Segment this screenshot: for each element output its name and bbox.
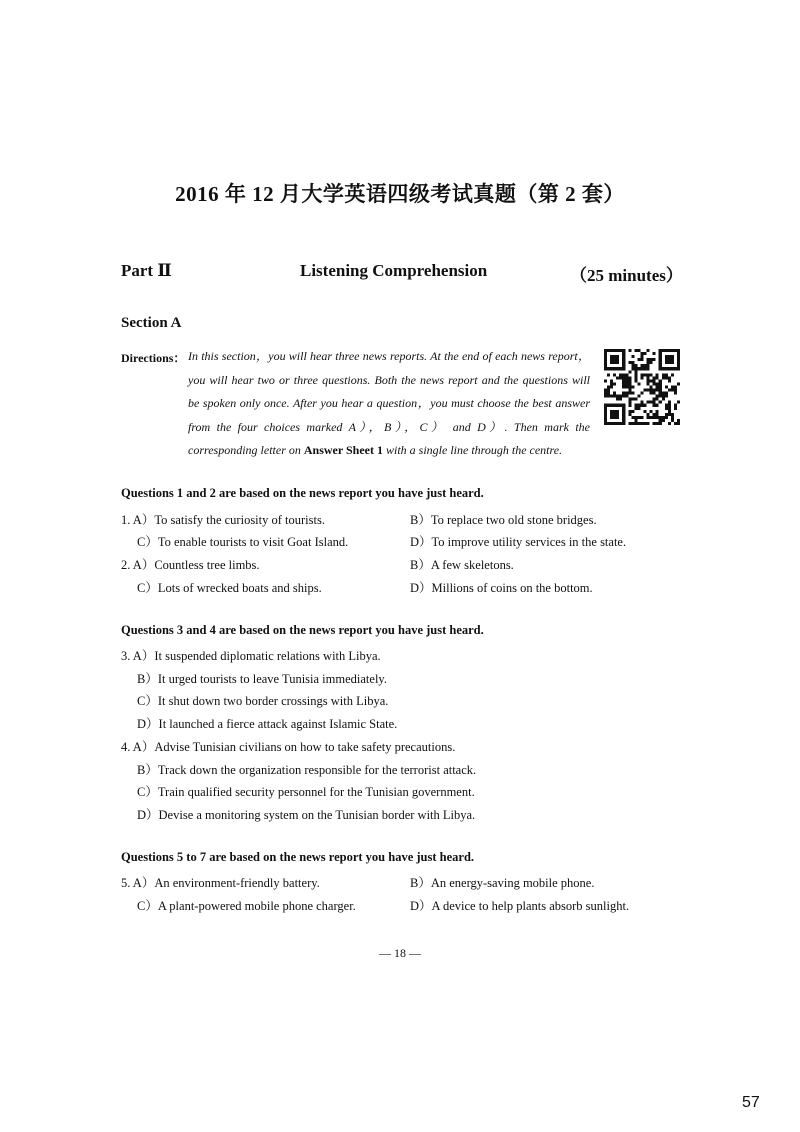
q4-option-c: C）Train qualified security personnel for the Tunisian government. xyxy=(137,785,475,799)
part-label: Part Ⅱ xyxy=(121,261,172,280)
answer-sheet-ref: Answer Sheet 1 xyxy=(303,443,383,457)
q2-option-d: D）Millions of coins on the bottom. xyxy=(410,581,593,595)
part-time: （25 minutes） xyxy=(570,266,683,285)
q1-option-c: C）To enable tourists to visit Goat Island. xyxy=(137,535,349,549)
q3-option-a: 3. A）It suspended diplomatic relations with Libya. xyxy=(121,649,381,663)
question-group-heading: Questions 5 to 7 are based on the news report you have just heard. xyxy=(121,850,475,864)
q1-option-b: B）To replace two old stone bridges. xyxy=(410,513,597,527)
directions-last-pre: corresponding letter on xyxy=(188,443,304,457)
page-title: 2016 年 12 月大学英语四级考试真题（第 2 套） xyxy=(175,182,625,206)
directions-line: In this section，you will hear three news reports. At the end of each news report， xyxy=(188,349,590,363)
q4-option-b: B）Track down the organization responsible for the terrorist attack. xyxy=(137,763,477,777)
sheet-number: 57 xyxy=(742,1094,760,1111)
q4-option-a: 4. A）Advise Tunisian civilians on how to take safety precautions. xyxy=(121,740,456,754)
part-name: Listening Comprehension xyxy=(300,261,488,280)
question-group-heading: Questions 3 and 4 are based on the news report you have just heard. xyxy=(121,623,484,637)
q2-option-a: 2. A）Countless tree limbs. xyxy=(121,558,260,572)
directions-label: Directions： xyxy=(121,351,186,365)
directions-line: be spoken only once. After you hear a question，you must choose the best answer xyxy=(188,396,590,410)
directions-line: from the four choices marked A），B），C） and D）. Then mark the xyxy=(188,420,590,434)
question-group-heading: Questions 1 and 2 are based on the news report you have just heard. xyxy=(121,486,484,500)
directions-last-post: with a single line through the centre. xyxy=(382,443,563,457)
q5-option-d: D）A device to help plants absorb sunlight. xyxy=(410,899,630,913)
section-heading: Section A xyxy=(121,315,182,331)
directions-line-last xyxy=(188,443,590,457)
qr-code-icon xyxy=(604,349,680,425)
q5-option-a: 5. A）An environment-friendly battery. xyxy=(121,876,320,890)
q1-option-a: 1. A）To satisfy the curiosity of tourists. xyxy=(121,513,325,527)
q3-option-d: D）It launched a fierce attack against Islamic State. xyxy=(137,717,398,731)
q2-option-b: B）A few skeletons. xyxy=(410,558,514,572)
directions-line: you will hear two or three questions. Both the news report and the questions will xyxy=(188,373,590,387)
q5-option-b: B）An energy-saving mobile phone. xyxy=(410,876,595,890)
page-number: — 18 — xyxy=(379,946,421,960)
q2-option-c: C）Lots of wrecked boats and ships. xyxy=(137,581,322,595)
q1-option-d: D）To improve utility services in the state. xyxy=(410,535,627,549)
q3-option-c: C）It shut down two border crossings with Libya. xyxy=(137,694,389,708)
q5-option-c: C）A plant-powered mobile phone charger. xyxy=(137,899,356,913)
q3-option-b: B）It urged tourists to leave Tunisia immediately. xyxy=(137,672,387,686)
q4-option-d: D）Devise a monitoring system on the Tunisian border with Libya. xyxy=(137,808,476,822)
